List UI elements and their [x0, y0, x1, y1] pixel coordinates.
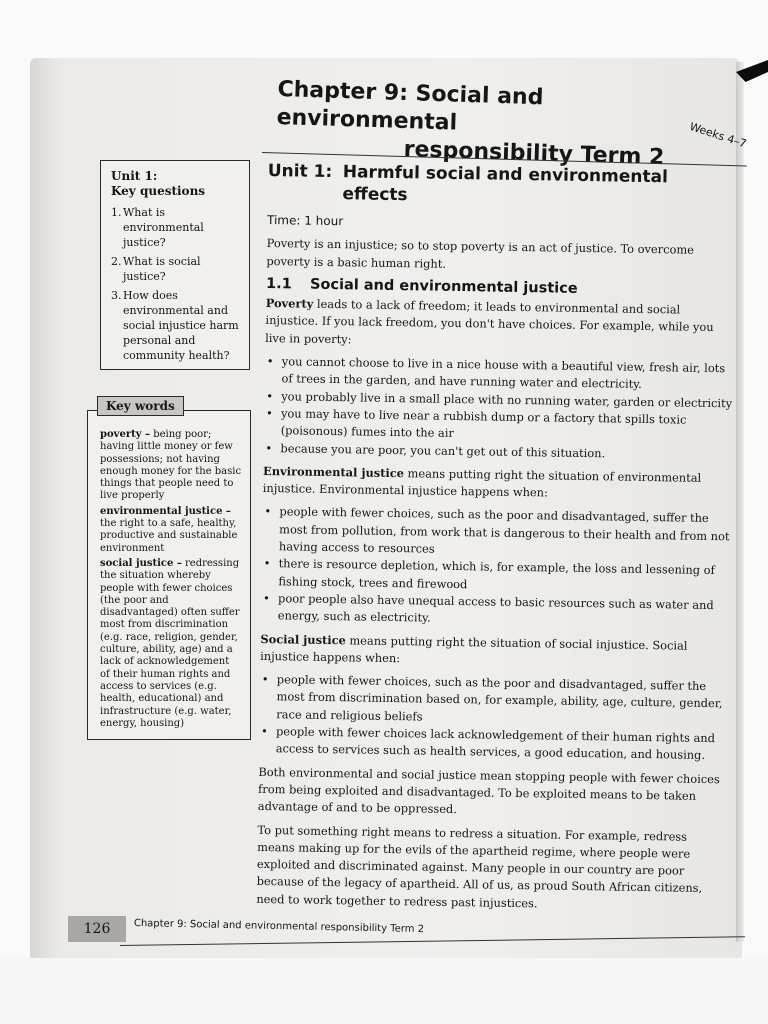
key-questions-title: Key questions: [111, 184, 206, 198]
question-number: 1.: [111, 206, 122, 219]
list-item: • you probably live in a small place with no running water, garden or electricity: [264, 388, 734, 413]
environmental-justice-term: Environmental justice: [263, 463, 405, 481]
section-number: 1.1: [265, 275, 292, 293]
key-word-entry: [100, 429, 242, 503]
list-item: • people with fewer choices lack acknowledgement of their human rights and access to services such as health services, a good education, and housing.: [259, 723, 729, 765]
key-word-term: poverty –: [100, 429, 151, 440]
key-word-entry: [100, 506, 242, 555]
chapter-title-line1: Chapter 9: Social and environmental: [276, 76, 544, 136]
social-justice-term: Social justice: [260, 631, 346, 647]
list-item: • you may have to live near a rubbish dump or a factory that spills toxic (poisonous) fumes into the air: [264, 405, 734, 447]
key-words-box: [87, 410, 251, 740]
running-footer: Chapter 9: Social and environmental responsibility Term 2: [133, 918, 425, 936]
question-text: How does environmental and social injustice harm personal and community health?: [123, 289, 239, 362]
environmental-justice-text: means putting right the situation of environmental injustice. Environmental injustice happens when:: [262, 466, 702, 500]
list-item: [111, 205, 239, 250]
list-item: [111, 254, 239, 284]
key-questions-box: [100, 160, 250, 370]
poverty-paragraph: [265, 295, 736, 354]
poverty-term: Poverty: [265, 296, 314, 311]
page-background-bottom: [0, 955, 768, 1024]
environmental-justice-list: [261, 503, 733, 631]
key-word-term: environmental justice –: [100, 505, 231, 517]
unit-title-line1: Harmful social and environmental: [342, 162, 669, 188]
unit-title-line2: effects: [342, 184, 408, 206]
list-item: • people with fewer choices, such as the poor and disadvantaged, suffer the most from discrimination based on, for example, ability, age, culture, gender, race and religious beliefs: [259, 671, 730, 730]
question-number: 3.: [111, 289, 122, 302]
key-words-heading: Key words: [97, 396, 184, 416]
list-item: • poor people also have unequal access to basic resources such as water and energy, such as electricity.: [261, 590, 731, 632]
key-word-definition: the right to a safe, healthy, productive and sustainable environment: [100, 518, 238, 554]
list-item: • because you are poor, you can't get out of this situation.: [263, 440, 733, 465]
page-number: 126: [68, 916, 126, 942]
both-justice-paragraph: Both environmental and social justice mean stopping people with fewer choices from being exploited and disadvantaged. To be exploited means to be taken advantage of and to be oppressed.: [257, 764, 720, 817]
social-justice-paragraph: [260, 630, 730, 672]
weeks-label: Weeks 4–7: [687, 120, 748, 151]
list-item: • you cannot choose to live in a nice house with a beautiful view, fresh air, lots of trees in the garden, and have running water and electricity.: [264, 353, 734, 395]
social-justice-text: means putting right the situation of social injustice. Social injustice happens when:: [260, 632, 688, 665]
key-questions-list: [111, 205, 239, 363]
list-item: • people with fewer choices, such as the poor and disadvantaged, suffer the most from pollution, from work that is dangerous to their health and from not having access to resources: [262, 503, 733, 562]
list-item: [111, 288, 239, 363]
question-text: What is environmental justice?: [123, 206, 204, 249]
intro-paragraph: Poverty is an injustice; so to stop poverty is an act of justice. To overcome poverty is a basic human right.: [266, 236, 695, 271]
key-word-definition: being poor; having little money or few possessions; not having enough money for the basic things that people need to live properly: [100, 429, 242, 502]
section-title: Social and environmental justice: [309, 276, 578, 297]
unit-number: Unit 1:: [267, 160, 333, 183]
question-number: 2.: [111, 255, 122, 268]
poverty-list: [263, 353, 735, 464]
social-justice-list: [259, 671, 730, 765]
chapter-title-line2: responsibility Term 2: [403, 136, 665, 171]
poverty-text: leads to a lack of freedom; it leads to environmental and social injustice. If you lack freedom, you don't have choices. For example, while you live in poverty:: [265, 296, 714, 347]
key-questions-heading: [111, 169, 239, 199]
unit-title: [267, 160, 738, 211]
question-text: What is social justice?: [123, 255, 201, 283]
redress-paragraph: To put something right means to redress a situation. For example, redress means making up for the evils of the apartheid regime, where people were exploited and discriminated against. Many people in our country are poor because of the legacy of apartheid. All of us, as proud South African citizens, need to work together to redress past injustices.: [256, 822, 703, 911]
key-word-term: social justice –: [100, 557, 182, 569]
environmental-justice-paragraph: [263, 463, 733, 505]
key-word-definition: redressing the situation whereby people with fewer choices (the poor and disadvantaged) often suffer most from discrimination (e.g. race, religion, gender, culture, ability, age) and a lack of acknowledgement of their human rights and access to services (e.g. health, educational) and infrastructure (e.g. water, energy, housing): [100, 557, 240, 729]
time-label: Time: 1 hour: [266, 212, 344, 229]
main-content: [256, 160, 738, 921]
list-item: • there is resource depletion, which is, for example, the loss and lessening of fishing stock, trees and firewood: [261, 555, 731, 597]
key-questions-unit: Unit 1:: [111, 169, 158, 183]
key-word-entry: [100, 558, 242, 730]
